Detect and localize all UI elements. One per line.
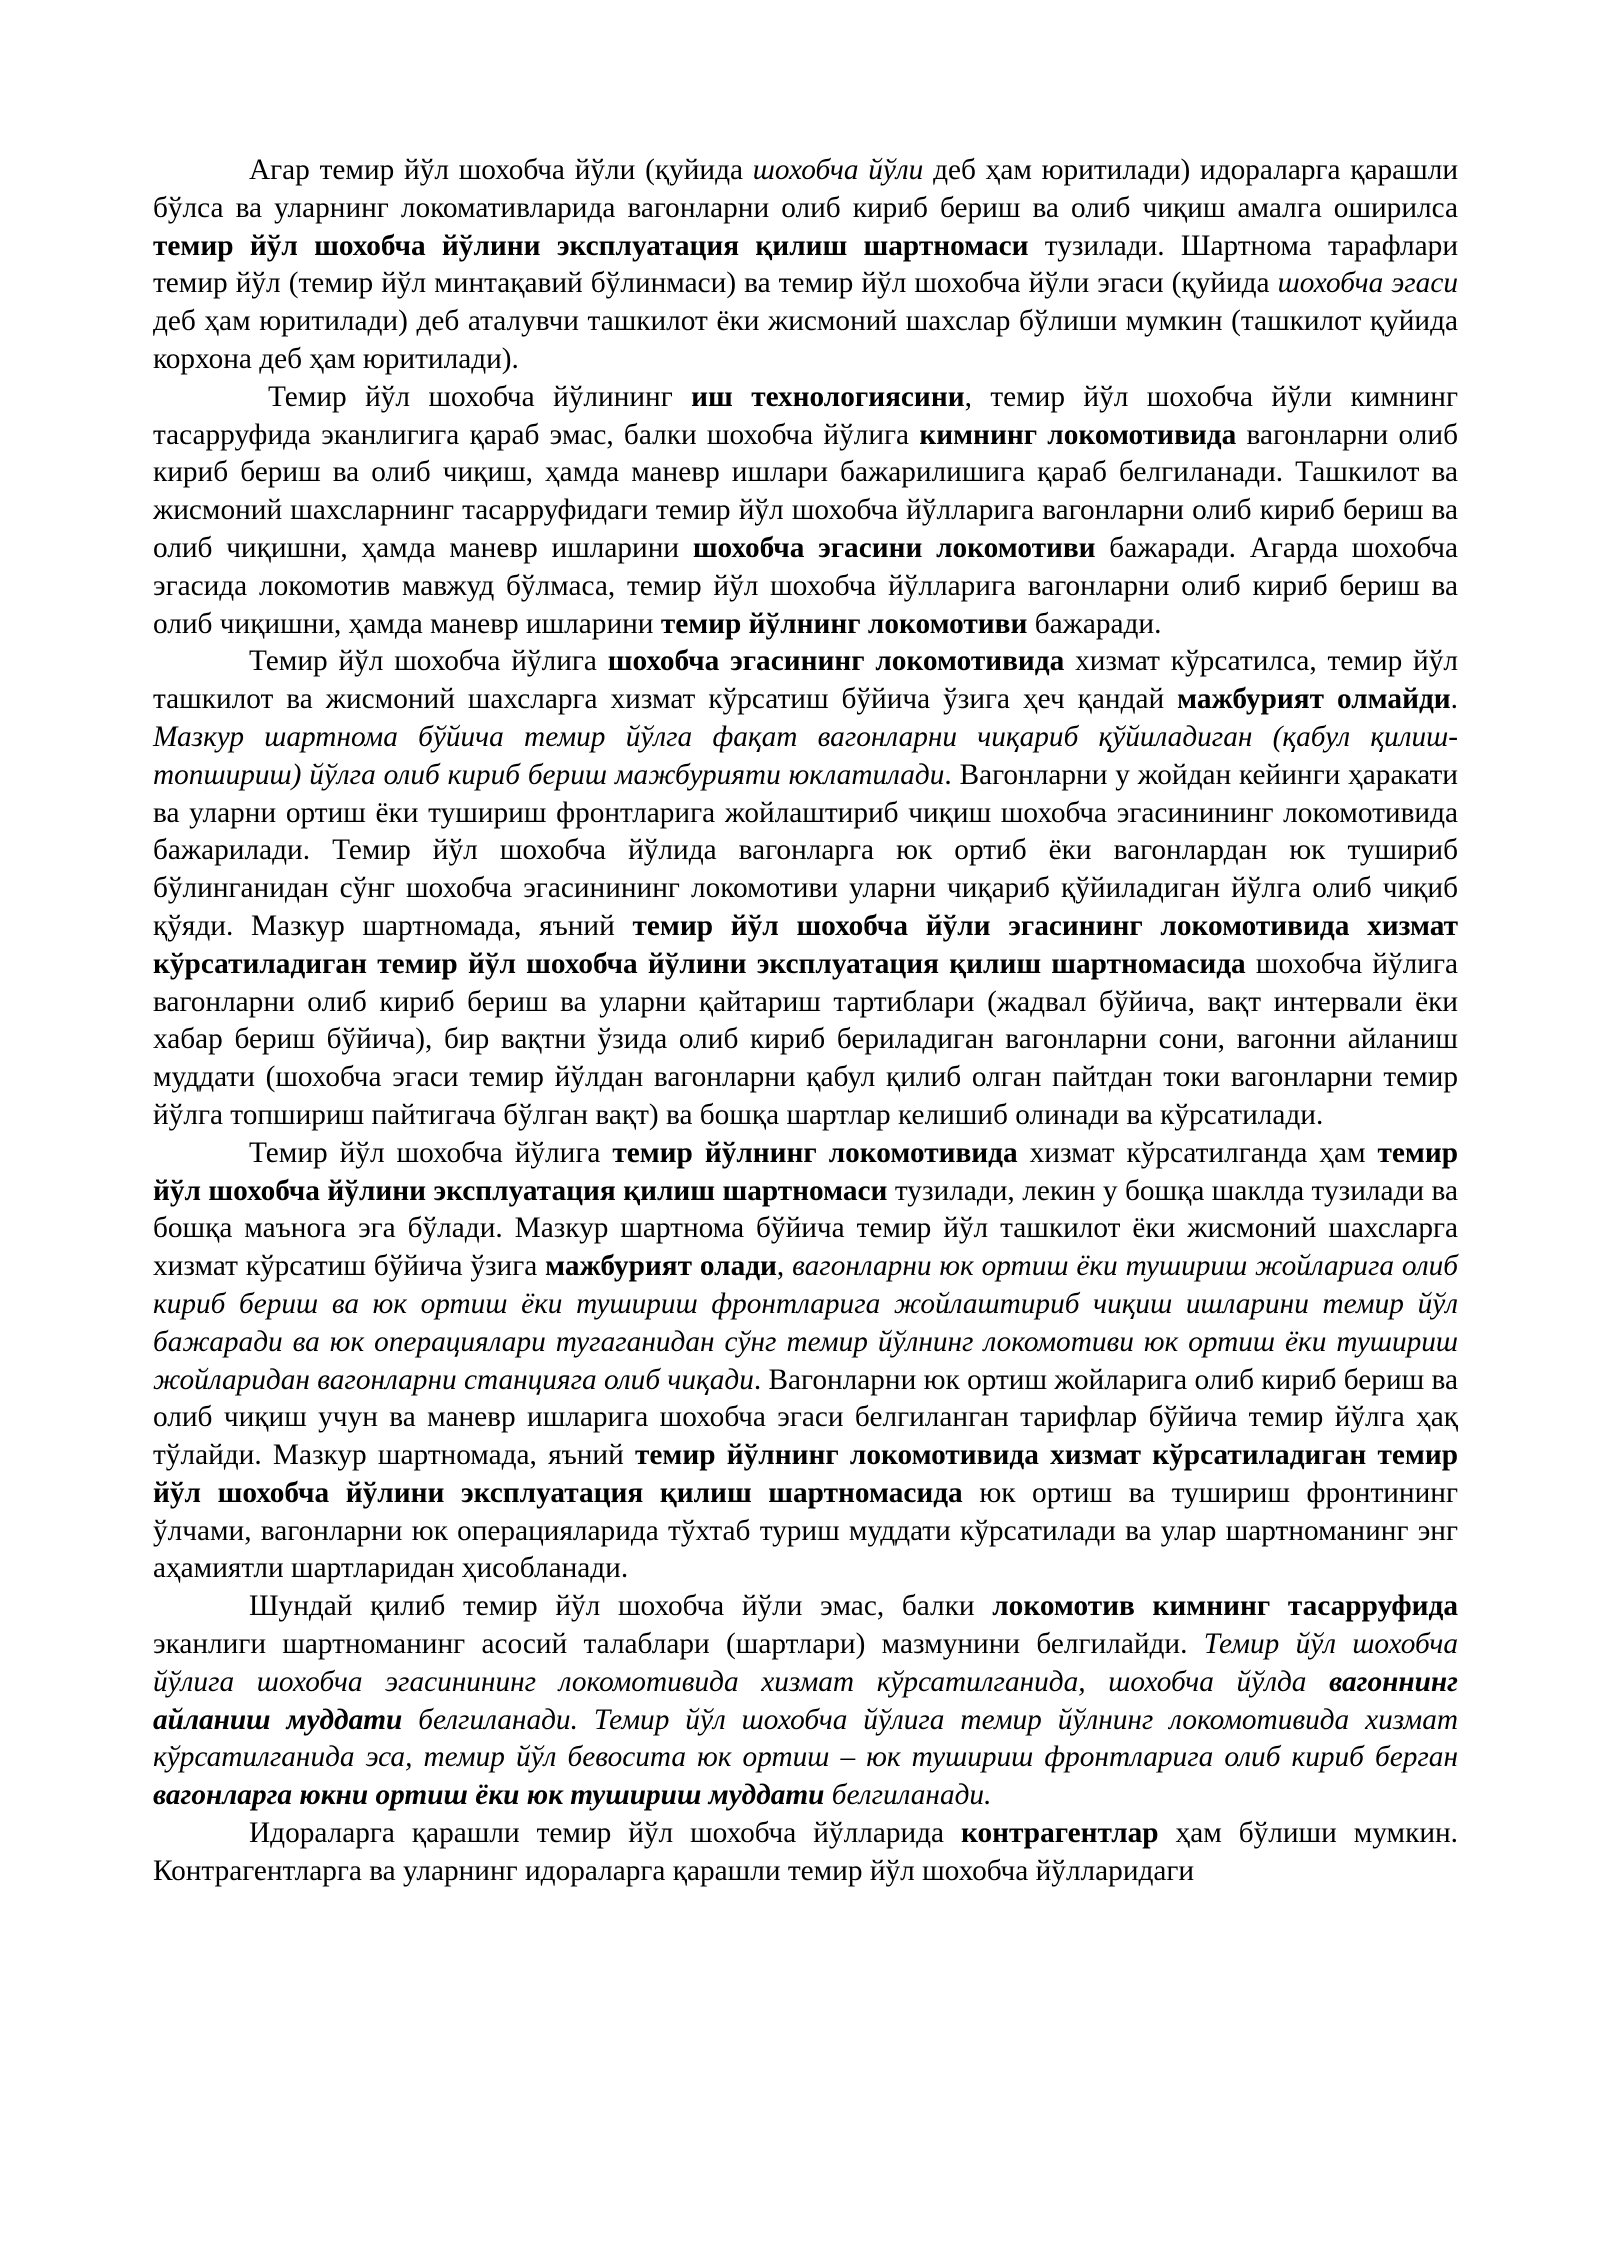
text-run: Шундай қилиб темир йўл шохобча йўли эмас, балки	[249, 1590, 993, 1623]
bold-italic-text-run: вагонларга юкни ортиш ёки юк тушириш муддати	[153, 1779, 825, 1812]
text-run: ,	[776, 1250, 793, 1283]
paragraph-4	[153, 1135, 1458, 1589]
text-run: деб ҳам юритилади) идораларга қарашли бўлса ва уларнинг локомативларида вагонларни олиб кириб бериш ва олиб чиқиш амалга оширилса	[153, 154, 1458, 224]
italic-text-run: Мазкур шартнома бўйича темир йўлга фақат вагонларни чиқариб қўйиладиган (қабул қилиш-топшириш) йўлга олиб кириб бериш мажбурияти юклатилади	[153, 720, 1458, 791]
italic-text-run: шохобча йўли	[752, 154, 924, 186]
text-run: хизмат кўрсатилса, темир йўл ташкилот ва жисмоний шахсларга хизмат кўрсатиш бўйича ўзига ҳеч қандай	[153, 645, 1458, 716]
text-run: эканлиги шартноманинг асосий талаблари (шартлари) мазмунини белгилайди.	[153, 1628, 1204, 1661]
italic-text-run: Темир йўл шохобча йўлига шохобча эгасинининг локомотивида хизмат кўрсатилганида, шохобча йўлда	[153, 1628, 1459, 1698]
bold-text-run: иш технологиясини	[691, 380, 965, 413]
bold-text-run: темир йўл шохобча йўлини эксплуатация қилиш шартномаси	[153, 229, 1029, 262]
italic-text-run: шохобча эгаси	[1277, 267, 1458, 300]
paragraph-3	[153, 643, 1458, 1134]
bold-text-run: локомотив кимнинг тасарруфида	[992, 1590, 1459, 1623]
text-run: Темир йўл шохобча йўлига	[249, 1136, 613, 1169]
italic-text-run: белгиланади. Темир йўл шохобча йўлига темир йўлнинг локомотивида хизмат кўрсатилганида эса, темир йўл бевосита юк ортиш – юк тушириш фронтларига олиб кириб берган	[153, 1703, 1458, 1774]
text-run: шохобча йўлига вагонларни олиб кириб бериш ва уларни қайтариш тартиблари (жадвал бўйича, вақт интервали ёки хабар бериш бўйича), бир вақтни ўзида олиб кириб бериладиган вагонларни сони, вагонни айланиш муддати (шохобча эгаси темир йўлдан вагонларни қабул қилиб олган пайтдан токи вагонларни темир йўлга топшириш пайтигача бўлган вақт) ва бошқа шартлар келишиб олинади ва кўрсатилади.	[153, 947, 1458, 1131]
bold-text-run: темир йўлнинг локомотивида	[612, 1136, 1018, 1169]
text-run: Темир йўл шохобча йўлига	[249, 645, 608, 678]
bold-text-run: темир йўл шохобча йўли эгасининг локомотивида хизмат кўрсатиладиган темир йўл шохобча йўлини эксплуатация қилиш шартномасида	[153, 909, 1458, 980]
text-run: Идораларга қарашли темир йўл шохобча йўлларида	[249, 1817, 962, 1850]
bold-text-run: шохобча эгасининг локомотивида	[607, 645, 1065, 678]
text-run: . Вагонларни юк ортиш жойларига олиб кириб бериш ва олиб чиқиш учун ва маневр ишларига шохобча эгаси белгиланган тарифлар бўйича темир йўлга ҳақ тўлайди. Мазкур шартномада, яъний	[153, 1363, 1458, 1472]
text-run: вагонларни олиб кириб бериш ва олиб чиқиш, ҳамда маневр ишлари бажарилишига қараб белгиланади. Ташкилот ва жисмоний шахсларнинг тасарруфидаги темир йўл шохобча йўлларига вагонларни олиб кириб бериш ва олиб чиқишни, ҳамда маневр ишларини	[153, 418, 1458, 564]
text-run: тузилади, лекин у бошқа шаклда тузилади ва бошқа маънога эга бўлади. Мазкур шартнома бўйича темир йўл ташкилот ёки жисмоний шахсларга хизмат кўрсатиш бўйича ўзига	[153, 1174, 1458, 1283]
paragraph-5	[153, 1588, 1458, 1815]
bold-italic-text-run: вагоннинг айланиш муддати	[153, 1665, 1458, 1736]
text-run: бажаради.	[1027, 607, 1162, 640]
bold-text-run: шохобча эгасини локомотиви	[692, 531, 1096, 564]
bold-text-run: темир йўлнинг локомотивида хизмат кўрсатиладиган темир йўл шохобча йўлини эксплуатация қилиш шартномасида	[153, 1439, 1458, 1509]
text-run: . Вагонларни у жойдан кейинги ҳаракати ва уларни ортиш ёки тушириш фронтларига жойлаштириб чиқиш шохобча эгасинининг локомотивида бажарилади. Темир йўл шохобча йўлида вагонларга юк ортиб ёки вагонлардан юк тушириб бўлинганидан сўнг шохобча эгасинининг локомотиви уларни чиқариб қўйиладиган йўлга олиб чиқиб қўяди. Мазкур шартномада, яъний	[153, 758, 1458, 942]
bold-text-run: мажбурият олмайди	[1177, 683, 1451, 716]
bold-text-run: темир йўлнинг локомотиви	[660, 607, 1028, 640]
text-run: , темир йўл шохобча йўли кимнинг тасарруфида эканлигига қараб эмас, балки шохобча йўлига	[153, 380, 1458, 451]
italic-text-run: белгиланади.	[824, 1779, 992, 1812]
bold-text-run: мажбурият олади	[545, 1250, 777, 1283]
bold-text-run: кимнинг локомотивида	[919, 418, 1237, 451]
paragraph-6	[153, 1815, 1458, 1891]
italic-text-run: вагонларни юк ортиш ёки тушириш жойларига олиб кириб бериш ва юк ортиш ёки тушириш фронтларига жойлаштириб чиқиш ишларини темир йўл бажаради ва юк операциялари тугаганидан сўнг темир йўлнинг локомотиви юк ортиш ёки тушириш жойларидан вагонларни станцияга олиб чиқади	[153, 1250, 1458, 1396]
paragraph-1	[153, 152, 1458, 379]
text-run: юк ортиш ва тушириш фронтининг ўлчами, вагонларни юк операцияларида тўхтаб туриш муддати кўрсатилади ва улар шартноманинг энг аҳамиятли шартларидан ҳисобланади.	[153, 1476, 1458, 1585]
bold-text-run: контрагентлар	[961, 1817, 1159, 1850]
document-page	[153, 152, 1458, 1891]
text-run: деб ҳам юритилади) деб аталувчи ташкилот ёки жисмоний шахслар бўлиши мумкин (ташкилот қуйида корхона деб ҳам юритилади).	[153, 305, 1458, 375]
text-run: ҳам бўлиши мумкин. Контрагентларга ва уларнинг идораларга қарашли темир йўл шохобча йўлларидаги	[153, 1817, 1459, 1887]
bold-text-run: темир йўл шохобча йўлини эксплуатация қилиш шартномаси	[153, 1136, 1458, 1207]
paragraph-2	[153, 379, 1458, 644]
text-run: бажаради. Агарда шохобча эгасида локомотив мавжуд бўлмаса, темир йўл шохобча йўлларига вагонларни олиб кириб бериш ва олиб чиқишни, ҳамда маневр ишларини	[153, 531, 1458, 640]
text-run: Агар темир йўл шохобча йўли (қуйида	[249, 154, 753, 186]
text-run: Темир йўл шохобча йўлининг	[268, 380, 692, 413]
text-run: тузилади. Шартнома тарафлари темир йўл (темир йўл минтақавий бўлинмаси) ва темир йўл шохобча йўли эгаси (қуйида	[153, 229, 1458, 300]
text-run: .	[1450, 683, 1458, 716]
text-run: хизмат кўрсатилганда ҳам	[1017, 1136, 1378, 1169]
